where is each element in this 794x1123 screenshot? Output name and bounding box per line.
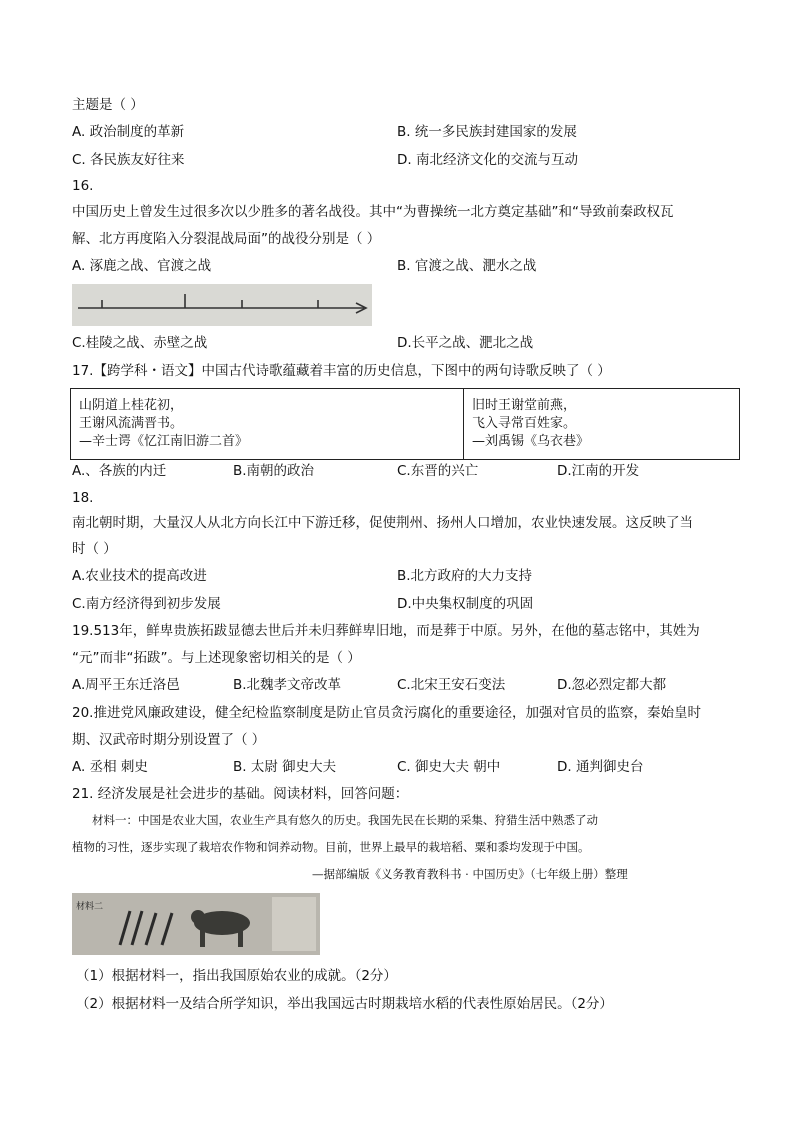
material1-line2: 植物的习性，逐步实现了栽培农作物和饲养动物。目前，世界上最早的栽培稻、粟和黍均发现于中国。 <box>72 840 590 854</box>
poem-left-source: —辛士谔《忆江南旧游二首》 <box>79 434 249 449</box>
q16-option-c: C.桂陵之战、赤壁之战 <box>72 335 208 351</box>
q17-option-c: C.东晋的兴亡 <box>397 463 479 479</box>
q17-option-b: B.南朝的政治 <box>233 463 315 479</box>
q18-option-a: A.农业技术的提高改进 <box>72 568 207 584</box>
q20-stem-line2: 期、汉武帝时期分别设置了（ ） <box>72 732 266 748</box>
q19-option-a: A.周平王东迁洛邑 <box>72 677 180 693</box>
q19-option-b: B.北魏孝文帝改革 <box>233 677 342 693</box>
q19-stem-line2: “元”而非“拓跋”。与上述现象密切相关的是（ ） <box>72 650 361 666</box>
q20-option-d: D. 通判御史台 <box>557 759 644 775</box>
q19-option-d: D.忽必烈定都大都 <box>557 677 667 693</box>
q15-option-b: B. 统一多民族封建国家的发展 <box>397 124 577 140</box>
poem-right-source: —刘禹锡《乌衣巷》 <box>472 434 590 449</box>
material2-label: 材料二 <box>76 902 104 912</box>
q18-number: 18. <box>72 490 94 506</box>
q21-sub2: （2）根据材料一及结合所学知识，举出我国远古时期栽培水稻的代表性原始居民。（2分） <box>76 996 613 1012</box>
q15-option-a: A. 政治制度的革新 <box>72 124 185 140</box>
timeline-image <box>72 284 372 326</box>
poem-table <box>70 388 740 460</box>
poem-left-line2: 王谢风流满晋书。 <box>79 416 184 431</box>
q16-stem-line1: 中国历史上曾发生过很多次以少胜多的著名战役。其中“为曹操统一北方奠定基础”和“导致前秦政权瓦 <box>72 204 674 220</box>
poem-right-line1: 旧时王谢堂前燕， <box>472 398 577 413</box>
poem-left-cell <box>71 389 464 459</box>
timeline-arrow-graphic <box>72 284 372 326</box>
q19-option-c: C.北宋王安石变法 <box>397 677 506 693</box>
q20-option-a: A. 丞相 刺史 <box>72 759 148 775</box>
q15-stem-tail: 主题是（ ） <box>72 97 144 113</box>
q16-number: 16. <box>72 178 94 194</box>
poem-right-line2: 飞入寻常百姓家。 <box>472 416 577 431</box>
q20-stem-line1: 20.推进党风廉政建设，健全纪检监察制度是防止官员贪污腐化的重要途径，加强对官员的监察，秦始皇时 <box>72 705 701 721</box>
q17-stem: 17.【跨学科・语文】中国古代诗歌蕴藏着丰富的历史信息，下图中的两句诗歌反映了（ ） <box>72 363 611 379</box>
material2-artifacts-graphic <box>72 893 320 955</box>
q18-option-c: C.南方经济得到初步发展 <box>72 596 221 612</box>
poem-left-line1: 山阴道上桂花初， <box>79 398 184 413</box>
q20-option-b: B. 太尉 御史大夫 <box>233 759 337 775</box>
q18-option-d: D.中央集权制度的巩固 <box>397 596 534 612</box>
q17-option-d: D.江南的开发 <box>557 463 640 479</box>
q19-stem-line1: 19.513年，鲜卑贵族拓跋显德去世后并未归葬鲜卑旧地，而是葬于中原。另外，在他的墓志铭中，其姓为 <box>72 623 700 639</box>
q15-option-d: D. 南北经济文化的交流与互动 <box>397 152 578 168</box>
material1-source: —据部编版《义务教育教科书 · 中国历史》（七年级上册）整理 <box>312 867 628 881</box>
q18-option-b: B.北方政府的大力支持 <box>397 568 533 584</box>
material1-line1: 材料一：中国是农业大国，农业生产具有悠久的历史。我国先民在长期的采集、狩猎生活中熟悉了动 <box>92 813 598 827</box>
q20-option-c: C. 御史大夫 朝中 <box>397 759 501 775</box>
q16-option-d: D.长平之战、淝北之战 <box>397 335 534 351</box>
q21-stem: 21. 经济发展是社会进步的基础。阅读材料，回答问题： <box>72 786 409 802</box>
material2-photo <box>72 893 320 955</box>
q15-option-c: C. 各民族友好往来 <box>72 152 185 168</box>
q18-stem-line2: 时（ ） <box>72 541 117 557</box>
q17-option-a: A.、各族的内迁 <box>72 463 167 479</box>
q16-option-a: A. 涿鹿之战、官渡之战 <box>72 258 212 274</box>
q21-sub1: （1）根据材料一，指出我国原始农业的成就。（2分） <box>76 968 397 984</box>
q16-stem-line2: 解、北方再度陷入分裂混战局面”的战役分别是（ ） <box>72 231 381 247</box>
q18-stem-line1: 南北朝时期，大量汉人从北方向长江中下游迁移，促使荆州、扬州人口增加，农业快速发展。这反映了当 <box>72 515 693 531</box>
q16-option-b: B. 官渡之战、淝水之战 <box>397 258 537 274</box>
poem-right-cell <box>464 389 739 459</box>
